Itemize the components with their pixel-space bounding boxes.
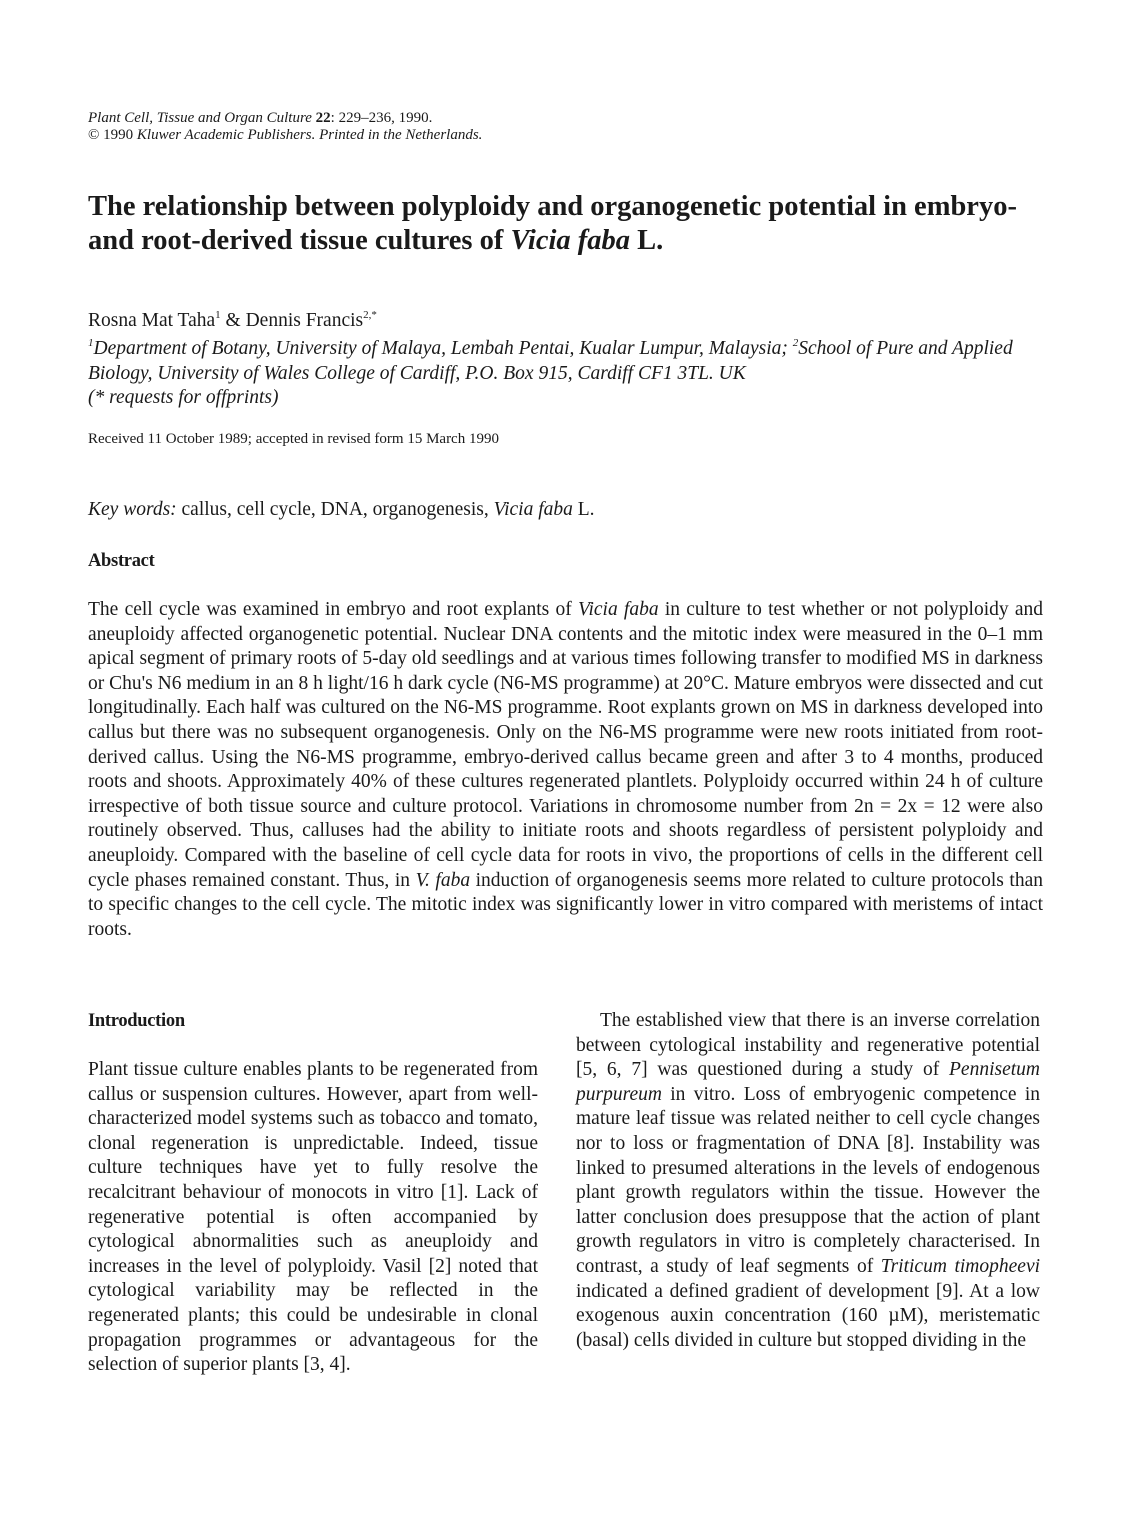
abstract-species-2: V. faba [415, 869, 471, 891]
abstract-species-1: Vicia faba [577, 599, 659, 620]
paper-title [88, 190, 1043, 258]
paper-page [88, 0, 1043, 1532]
intro-left-column: Plant tissue culture enables plants to be regenerated from callus or suspension cultures. However, apart from well-characterized model systems such as tobacco and tomato, clonal regeneration is unpredictable. Indeed, tissue culture techniques have yet to fully resolve the recalcitrant behaviour of monocots in vitro [1]. Lack of regenerative potential is often accompanied by cytological abnormalities such as aneuploidy and increases in the level of polyploidy. Vasil [2] noted that cytological variability may be reflected in the regenerated plants; this could be undesirable in clonal propagation programmes or advantageous for the selection of superior plants [3, 4]. [88, 1059, 538, 1376]
affil-1: Department of Botany, University of Malaya, Lembah Pentai, Kualar Lumpur, Malaysia; [93, 338, 788, 359]
intro-right-text-3: indicated a defined gradient of development [9]. At a low exogenous auxin concentration (160 µM), meristematic (basal) cells divided in culture but stopped dividing in the [576, 1280, 1040, 1351]
journal-pages: : 229–236, 1990. [330, 110, 433, 126]
keywords-label: Key words: [88, 499, 177, 520]
journal-copyright [88, 127, 482, 144]
author-1-affil-mark: 1 [215, 309, 221, 321]
title-text: The relationship between polyploidy and organogenetic potential in embryo- and root-derived tissue cultures of [88, 191, 1017, 256]
copyright-year: © 1990 [88, 127, 134, 143]
abstract-text-3: induction of organogenesis seems more related to culture protocols than to specific changes to the cell cycle. The mitotic index was significantly lower in vitro compared with meristems of intact roots. [88, 869, 1043, 940]
abstract-text-1: The cell cycle was examined in embryo and root explants of [88, 599, 572, 620]
author-2: Dennis Francis [245, 310, 364, 331]
journal-header [88, 110, 482, 144]
intro-right-text-2: in vitro. Loss of embryogenic competence in mature leaf tissue was related neither to cell cycle changes nor to loss or fragmentation of DNA [8]. Instability was linked to presumed alterations in the levels of endogenous plant growth regulators within the tissue. However the latter conclusion does presuppose that the action of plant growth regulators in vitro is completely characterised. In contrast, a study of leaf segments of [576, 1083, 1041, 1277]
intro-right-column [576, 1009, 1040, 1353]
keywords-suffix: L. [577, 499, 595, 520]
abstract-text-2: in culture to test whether or not polyploidy and aneuploidy affected organogenetic potential. Nuclear DNA contents and the mitotic index were measured in the 0–1 mm apical segment of primary roots of 5-day old seedlings and at various times following transfer to modified MS in darkness or Chu's N6 medium in an 8 h light/16 h dark cycle (N6-MS programme) at 20°C. Mature embryos were dissected and cut longitudinally. Each half was cultured on the N6-MS programme. Root explants grown on MS in darkness developed into callus but there was no subsequent organogenesis. Only on the N6-MS programme were new roots initiated from root-derived callus. Using the N6-MS programme, embryo-derived callus became green and after 3 to 4 months, produced roots and shoots. Approximately 40% of these cultures regenerated plantlets. Polyploidy occurred within 24 h of culture irrespective of both tissue source and culture protocol. Variations in chromosome number from 2n = 2x = 12 were also routinely observed. Thus, calluses had the ability to initiate roots and shoots regardless of persistent polyploidy and aneuploidy. Compared with the baseline of cell cycle data for roots in vivo, the proportions of cells in the different cell cycle phases remained constant. Thus, in [88, 599, 1044, 891]
abstract-body [88, 598, 1043, 942]
journal-volume: 22 [315, 110, 331, 126]
author-joiner: & [220, 310, 246, 331]
intro-right-text-1: The established view that there is an inverse correlation between cytological instability and regenerative potential [5, 6, 7] was questioned during a study of [576, 1010, 1040, 1081]
affil-2-mark: 2 [792, 337, 799, 349]
keywords-list: callus, cell cycle, DNA, organogenesis, [181, 499, 489, 520]
title-species: Vicia faba [510, 225, 631, 256]
received-dates: Received 11 October 1989; accepted in revised form 15 March 1990 [88, 431, 499, 447]
abstract-heading: Abstract [88, 551, 155, 571]
keywords [88, 498, 595, 522]
author-2-affil-mark: 2,* [363, 309, 377, 321]
intro-species-1: Pennisetum purpureum [576, 1059, 1040, 1105]
title-suffix: L. [637, 225, 664, 256]
author-1: Rosna Mat Taha [88, 310, 216, 331]
affiliations [88, 331, 1023, 411]
author-list [88, 303, 377, 333]
offprint-note: (* requests for offprints) [88, 387, 279, 408]
journal-citation [88, 110, 482, 127]
introduction-heading: Introduction [88, 1011, 185, 1031]
publisher: Kluwer Academic Publishers. Printed in the Netherlands. [136, 127, 483, 143]
keywords-species: Vicia faba [493, 499, 573, 520]
affil-2: School of Pure and Applied Biology, University of Wales College of Cardiff, P.O. Box 915, Cardiff CF1 3TL. UK [88, 338, 1013, 384]
intro-species-2: Triticum timopheevi [880, 1255, 1041, 1277]
journal-name: Plant Cell, Tissue and Organ Culture [88, 110, 312, 126]
affil-1-mark: 1 [88, 337, 94, 349]
